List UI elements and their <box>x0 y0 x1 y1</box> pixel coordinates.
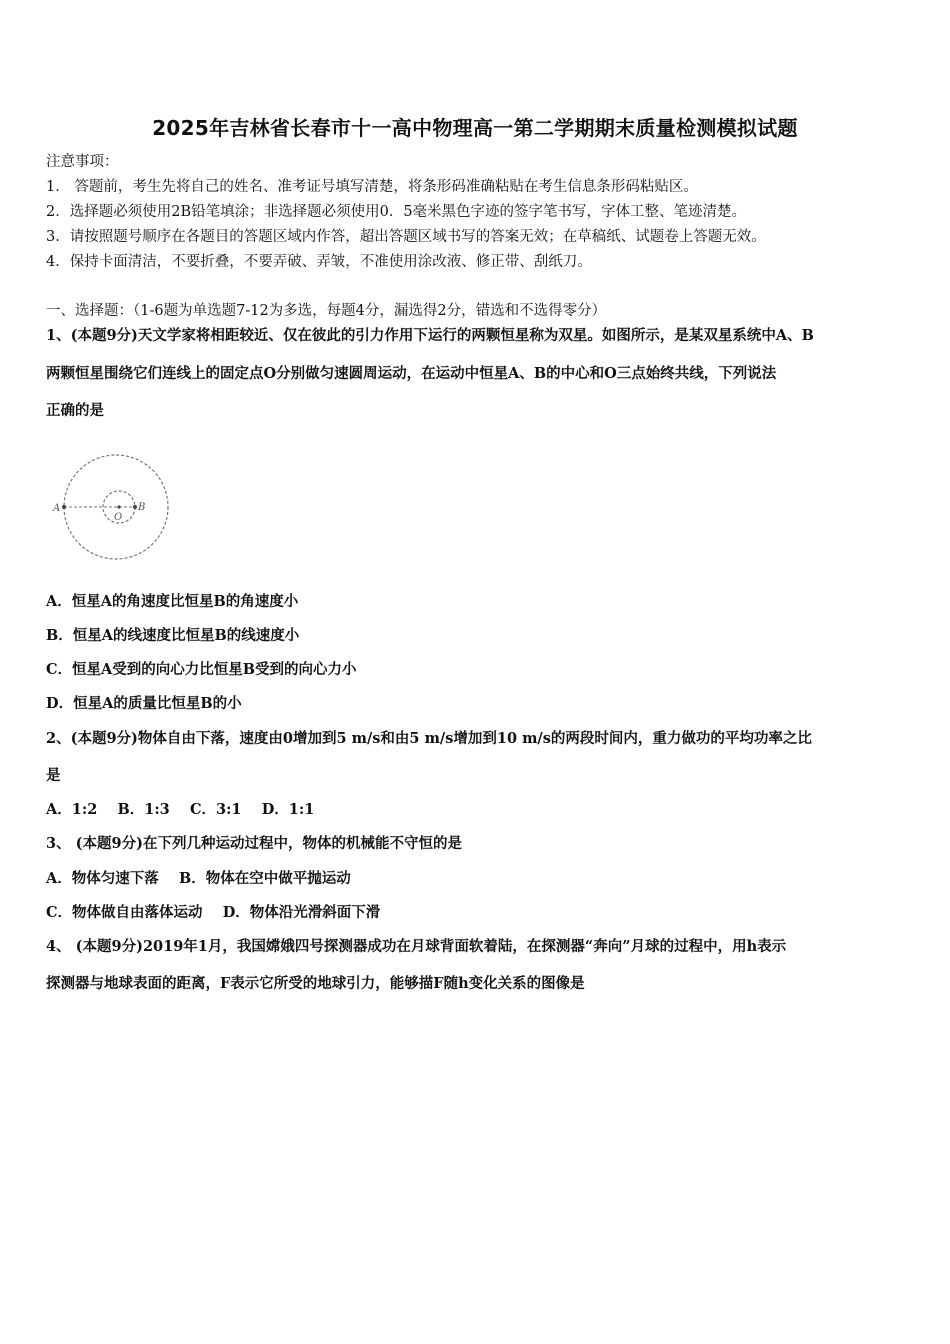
notice-item-2: 2．选择题必须使用2B铅笔填涂；非选择题必须使用0．5毫米黑色字迹的签字笔书写，字体工整、笔迹清楚。 <box>46 204 747 220</box>
q2-stem-line1: 2、(本题9分)物体自由下落，速度由0增加到5 m/s和由5 m/s增加到10 m/s的两段时间内，重力做功的平均功率之比 <box>46 730 812 747</box>
label-b: B <box>138 502 146 513</box>
q1-option-a: A．恒星A的角速度比恒星B的角速度小 <box>46 593 299 610</box>
notice-item-3: 3．请按照题号顺序在各题目的答题区域内作答，超出答题区域书写的答案无效；在草稿纸、试题卷上答题无效。 <box>46 229 766 245</box>
label-a: A <box>53 503 61 514</box>
section-heading: 一、选择题：（1-6题为单选题7-12为多选，每题4分，漏选得2分，错选和不选得零分） <box>46 303 607 319</box>
star-a-dot <box>62 505 66 509</box>
binary-star-diagram <box>50 442 180 572</box>
page-title: 2025年吉林省长春市十一高中物理高一第二学期期末质量检测模拟试题 <box>152 116 798 140</box>
q2-options: A．1:2 B．1:3 C．3:1 D．1:1 <box>46 801 315 818</box>
q1-option-d: D．恒星A的质量比恒星B的小 <box>46 695 242 712</box>
q4-stem-line1: 4、 (本题9分)2019年1月，我国嫦娥四号探测器成功在月球背面软着陆，在探测器“奔向”月球的过程中，用h表示 <box>46 938 787 955</box>
q3-options-ab: A．物体匀速下落 B．物体在空中做平抛运动 <box>46 870 351 887</box>
star-b-dot <box>133 505 137 509</box>
notice-heading: 注意事项： <box>46 154 119 170</box>
q2-stem-line2: 是 <box>46 767 61 784</box>
q1-stem-line3: 正确的是 <box>46 402 104 419</box>
center-o-dot <box>117 505 120 508</box>
q1-option-b: B．恒星A的线速度比恒星B的线速度小 <box>46 627 300 644</box>
q1-stem-line1: 1、(本题9分)天文学家将相距较近、仅在彼此的引力作用下运行的两颗恒星称为双星。如图所示，是某双星系统中A、B <box>46 327 814 344</box>
label-o: O <box>114 512 123 523</box>
notice-item-1: 1． 答题前，考生先将自己的姓名、准考证号填写清楚，将条形码准确粘贴在考生信息条形码粘贴区。 <box>46 179 698 195</box>
q4-stem-line2: 探测器与地球表面的距离，F表示它所受的地球引力，能够描F随h变化关系的图像是 <box>46 975 585 992</box>
q3-options-cd: C．物体做自由落体运动 D．物体沿光滑斜面下滑 <box>46 904 381 921</box>
q3-stem: 3、 (本题9分)在下列几种运动过程中，物体的机械能不守恒的是 <box>46 835 462 852</box>
q1-option-c: C．恒星A受到的向心力比恒星B受到的向心力小 <box>46 661 357 678</box>
q1-stem-line2: 两颗恒星围绕它们连线上的固定点O分别做匀速圆周运动，在运动中恒星A、B的中心和O三点始终共线，下列说法 <box>46 365 777 382</box>
notice-item-4: 4．保持卡面清洁，不要折叠，不要弄破、弄皱，不准使用涂改液、修正带、刮纸刀。 <box>46 254 592 270</box>
